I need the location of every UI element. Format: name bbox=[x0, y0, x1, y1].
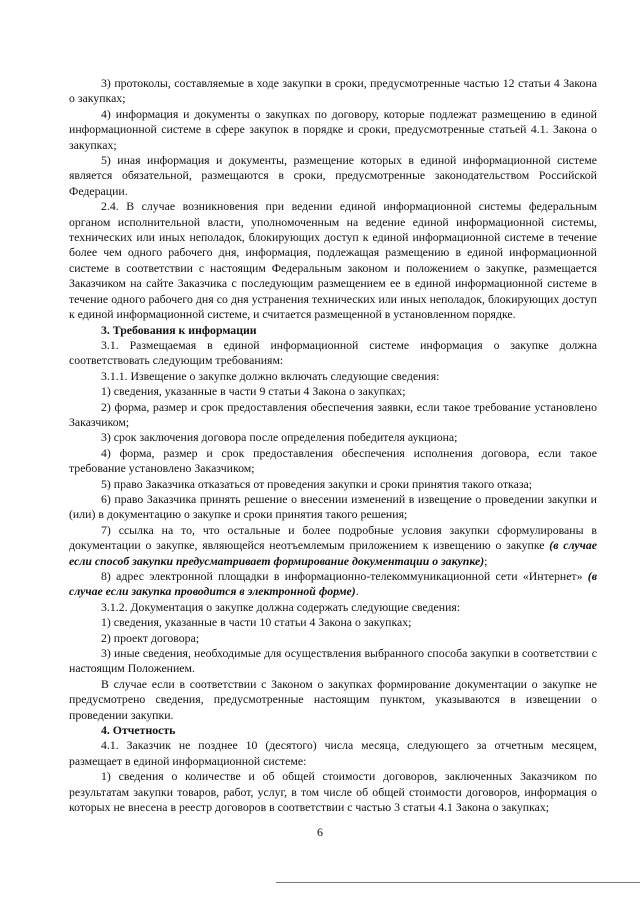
paragraph bbox=[69, 631, 597, 646]
paragraph-text: В случае если в соответствии с Законом о закупках формирование документации о закупке не предусмотрено сведения, предусмотренные настоящим пунктом, указываются в извещении о проведении закупки. bbox=[69, 676, 597, 722]
paragraph-text: 3) срок заключения договора после определения победителя аукциона; bbox=[101, 430, 458, 445]
paragraph-text: 3. Требования к информации bbox=[101, 322, 257, 337]
paragraph-text: 4.1. Заказчик не позднее 10 (десятого) числа месяца, следующего за отчетным месяцем, размещает в единой информационной системе: bbox=[69, 738, 597, 768]
page-number: 6 bbox=[317, 825, 323, 839]
paragraph bbox=[69, 677, 597, 723]
paragraph-text: 4. Отчетность bbox=[101, 723, 176, 738]
paragraph-text: 6) право Заказчика принять решение о внесении изменений в извещение о проведении закупки и (или) в документацию о закупке и сроки принятия такого решения; bbox=[69, 491, 597, 522]
paragraph-text: 1) сведения о количестве и об общей стоимости договоров, заключенных Заказчиком по результатам закупки товаров, работ, услуг, в том числе об общей стоимости договоров, информация о которых не внесена в реестр договоров в соответствии с частью 3 статьи 4.1 Закона о закупках; bbox=[69, 769, 597, 815]
paragraph-text: 5) иная информация и документы, размещение которых в единой информационной системе является обязательной, размещаются в сроки, предусмотренные законодательством Российской Федерации. bbox=[69, 153, 597, 198]
paragraph bbox=[69, 600, 597, 615]
paragraph-tail: . bbox=[355, 584, 359, 599]
paragraph-text: 2) проект договора; bbox=[101, 630, 200, 645]
paragraph bbox=[69, 646, 597, 677]
paragraph-text: 3.1.1. Извещение о закупке должно включать следующие сведения: bbox=[101, 368, 440, 383]
footer-rule bbox=[276, 882, 640, 883]
paragraph-text: 3) иные сведения, необходимые для осуществления выбранного способа закупки в соответствии с настоящим Положением. bbox=[69, 646, 597, 676]
section-heading bbox=[69, 323, 597, 338]
paragraph-text: 2) форма, размер и срок предоставления обеспечения заявки, если такое требование установлено Заказчиком; bbox=[69, 399, 597, 429]
paragraph-text: 4) форма, размер и срок предоставления обеспечения исполнения договора, если такое требование установлено Заказчиком; bbox=[69, 445, 597, 476]
document-body bbox=[69, 76, 597, 816]
paragraph bbox=[69, 615, 597, 630]
paragraph bbox=[69, 384, 597, 399]
paragraph bbox=[69, 76, 597, 107]
section-heading bbox=[69, 723, 597, 738]
paragraph bbox=[69, 107, 597, 153]
paragraph bbox=[69, 477, 597, 492]
paragraph-text: 5) право Заказчика отказаться от проведения закупки и сроки принятия такого отказа; bbox=[101, 476, 532, 491]
paragraph-text: 3.1. Размещаемая в единой информационной системе информация о закупке должна соответствовать следующим требованиям: bbox=[69, 337, 597, 368]
paragraph bbox=[69, 523, 597, 569]
paragraph bbox=[69, 369, 597, 384]
paragraph-text: 3) протоколы, составляемые в ходе закупки в сроки, предусмотренные частью 12 статьи 4 Закона о закупках; bbox=[69, 76, 597, 106]
paragraph bbox=[69, 738, 597, 769]
paragraph bbox=[69, 769, 597, 815]
paragraph bbox=[69, 400, 597, 431]
italic-note: (в случае если способ закупки предусматривает формирование документации о закупке) bbox=[69, 538, 597, 568]
paragraph bbox=[69, 338, 597, 369]
paragraph-text: 8) адрес электронной площадки в информационно-телекоммуникационной сети «Интернет» bbox=[101, 569, 588, 583]
paragraph-text: 3.1.2. Документация о закупке должна содержать следующие сведения: bbox=[101, 599, 461, 614]
paragraph bbox=[69, 153, 597, 199]
paragraph bbox=[69, 430, 597, 445]
paragraph-text: 1) сведения, указанные в части 10 статьи 4 Закона о закупках; bbox=[101, 615, 412, 630]
paragraph-text: 1) сведения, указанные в части 9 статьи 4 Закона о закупках; bbox=[101, 384, 406, 399]
paragraph bbox=[69, 446, 597, 477]
paragraph-text: 2.4. В случае возникновения при ведении единой информационной системы федеральным органом исполнительной власти, уполномоченным на ведение единой информационной системы, технических или иных неполадок, блокирующих доступ к единой информационной системе в течение более чем одного рабочего дня, информация, подлежащая размещению в единой информационной системе в соответствии с настоящим Федеральным законом и положением о закупке, размещается Заказчиком на сайте Заказчика с последующим размещением ее в единой информационной системе в течение одного рабочего дня со дня устранения технических или иных неполадок, блокирующих доступ к единой информационной системе, и считается размещенной в установленном порядке. bbox=[69, 199, 597, 322]
italic-note: (в случае если закупка проводится в электронной форме) bbox=[69, 569, 597, 599]
paragraph bbox=[69, 492, 597, 523]
paragraph-text: 4) информация и документы о закупках по договору, которые подлежат размещению в единой информационной системе в сфере закупок в порядке и сроки, предусмотренные статьей 4.1. Закона о закупках; bbox=[69, 106, 597, 152]
paragraph bbox=[69, 569, 597, 600]
paragraph bbox=[69, 199, 597, 322]
paragraph-text: 7) ссылка на то, что остальные и более подробные условия закупки сформулированы в документации о закупке, являющейся неотъемлемым приложением к извещению о закупке bbox=[69, 522, 597, 553]
paragraph-tail: ; bbox=[484, 553, 488, 568]
